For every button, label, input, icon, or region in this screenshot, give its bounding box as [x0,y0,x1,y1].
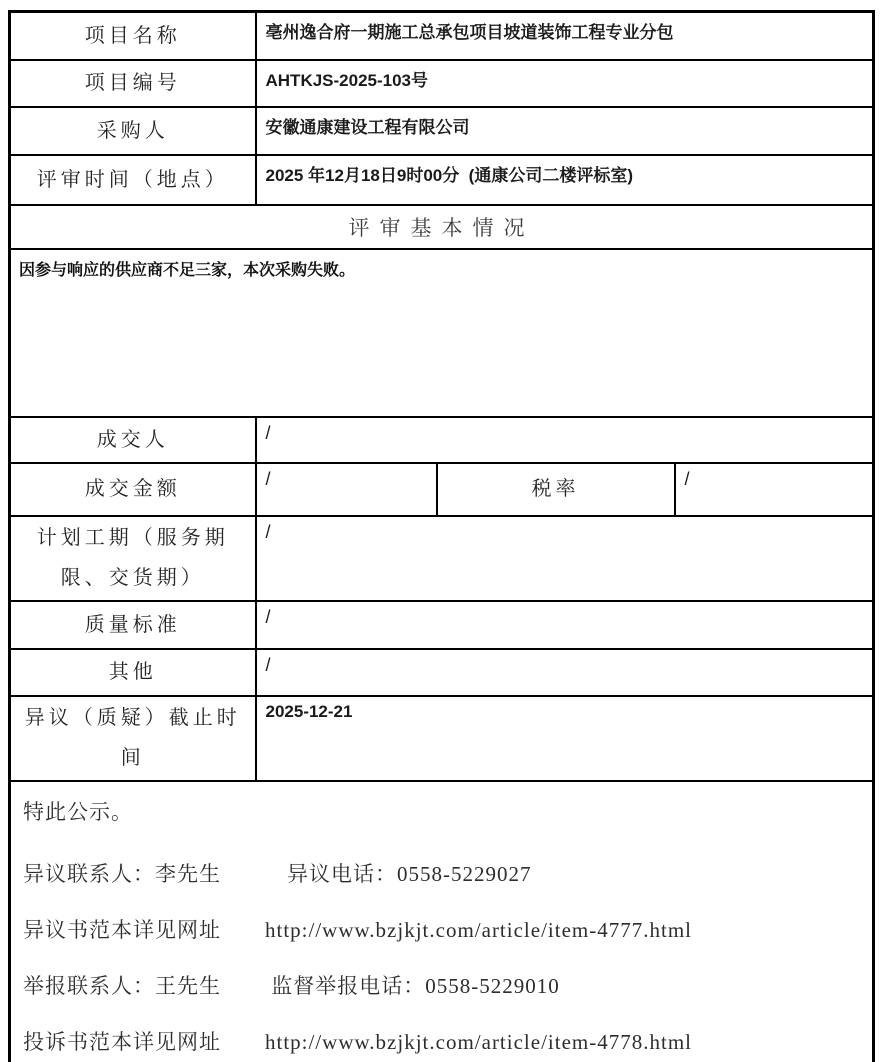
quality-standard-label: 质量标准 [10,601,256,649]
review-result-text: 因参与响应的供应商不足三家，本次采购失败。 [10,249,874,417]
row-footer [10,781,874,1062]
evaluation-table [8,10,875,1062]
row-project-number [10,60,874,107]
footer-line-objection-template-url: 异议书范本详见网址 http://www.bzjkjt.com/article/item-4777.html [23,917,692,942]
quality-standard-value: / [256,601,874,649]
purchaser-label: 采购人 [10,107,256,155]
tax-rate-label: 税率 [437,463,675,516]
other-label: 其他 [10,649,256,696]
footer-line-objection-contact: 异议联系人：李先生 异议电话：0558-5229027 [23,861,532,886]
deal-amount-value: / [256,463,437,516]
row-deal-amount [10,463,874,516]
row-review-time-place [10,155,874,205]
row-objection-deadline [10,696,874,781]
deal-amount-label: 成交金额 [10,463,256,516]
row-quality-standard [10,601,874,649]
project-name-label: 项目名称 [10,12,256,60]
objection-deadline-value: 2025-12-21 [256,696,874,781]
objection-deadline-label: 异议（质疑）截止时间 [10,696,256,781]
review-time-place-value: 2025 年12月18日9时00分 (通康公司二楼评标室) [256,155,874,205]
row-winner [10,417,874,463]
purchaser-value: 安徽通康建设工程有限公司 [256,107,874,155]
project-name-value: 亳州逸合府一期施工总承包项目坡道装饰工程专业分包 [256,12,874,60]
footer-line-report-contact: 举报联系人：王先生 监督举报电话：0558-5229010 [23,973,560,998]
section-header-review-basics: 评审基本情况 [10,205,874,249]
row-purchaser [10,107,874,155]
footer-notice: 特此公示。 [23,799,133,824]
other-value: / [256,649,874,696]
row-project-name [10,12,874,60]
planned-duration-label: 计划工期（服务期限、交货期） [10,516,256,601]
row-section-header [10,205,874,249]
footer-line-complaint-template-url: 投诉书范本详见网址 http://www.bzjkjt.com/article/item-4778.html [23,1029,692,1054]
row-planned-duration [10,516,874,601]
review-time-place-label: 评审时间（地点） [10,155,256,205]
row-other [10,649,874,696]
winner-label: 成交人 [10,417,256,463]
footer-block [10,781,874,1062]
row-section-body [10,249,874,417]
project-number-value: AHTKJS-2025-103号 [256,60,874,107]
winner-value: / [256,417,874,463]
project-number-label: 项目编号 [10,60,256,107]
tax-rate-value: / [675,463,874,516]
planned-duration-value: / [256,516,874,601]
